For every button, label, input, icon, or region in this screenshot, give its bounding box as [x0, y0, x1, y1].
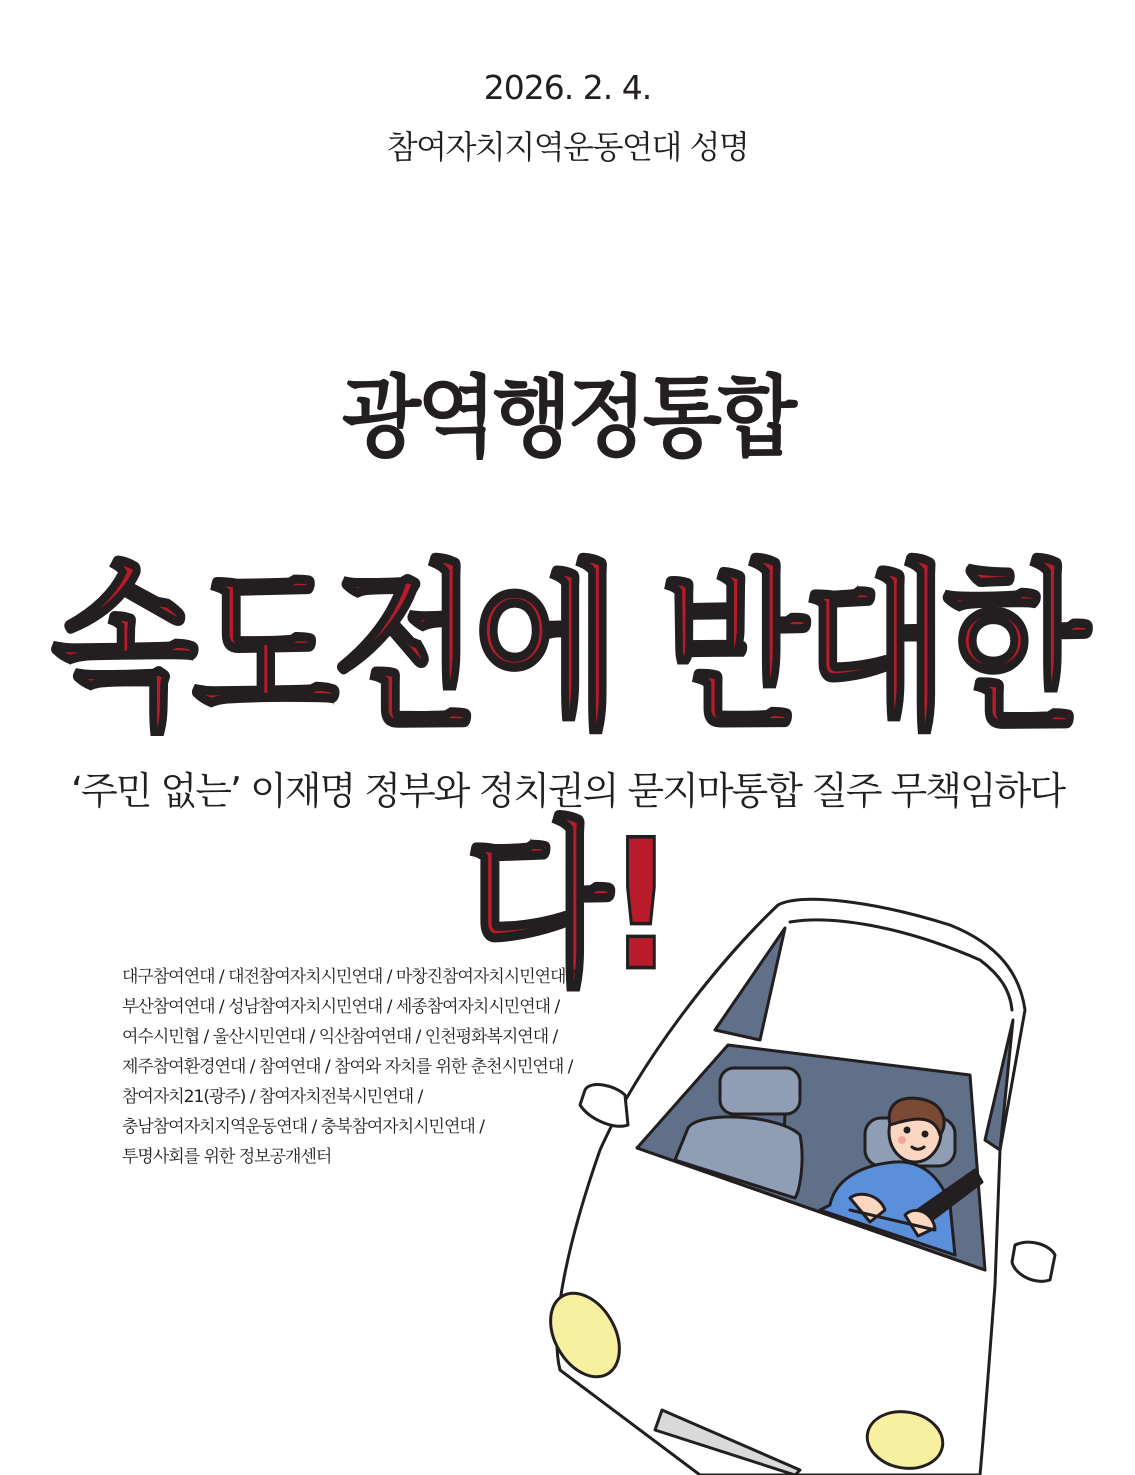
statement-organization: 참여자치지역운동연대 성명 [386, 128, 749, 166]
car-with-driver-illustration [540, 890, 1135, 1475]
organization-line: 여수시민협 / 울산시민연대 / 익산참여연대 / 인천평화복지연대 / [122, 1027, 558, 1047]
organization-line: 충남참여자치지역운동연대 / 충북참여자치시민연대 / [122, 1117, 484, 1137]
organization-line: 투명사회를 위한 정보공개센터 [122, 1147, 332, 1167]
headline-line2: 속도전에 반대한다! [51, 543, 1084, 1011]
organization-line: 참여자치21(광주) / 참여자치전북시민연대 / [122, 1087, 423, 1107]
organization-line: 부산참여연대 / 성남참여자치시민연대 / 세종참여자치시민연대 / [122, 997, 560, 1017]
side-mirror-left-icon [580, 1085, 628, 1127]
organization-line: 대구참여연대 / 대전참여자치시민연대 / 마창진참여자치시민연대 / [122, 967, 575, 987]
side-mirror-right-icon [1012, 1242, 1055, 1281]
subtitle: ‘주민 없는’ 이재명 정부와 정치권의 묻지마통합 질주 무책임하다 [70, 769, 1065, 813]
headline-line1: 광역행정통합 [341, 366, 794, 470]
statement-date: 2026. 2. 4. [483, 68, 652, 107]
organization-line: 제주참여환경연대 / 참여연대 / 참여와 자치를 위한 춘천시민연대 / [122, 1057, 573, 1077]
seat-headrest-icon [720, 1068, 800, 1114]
